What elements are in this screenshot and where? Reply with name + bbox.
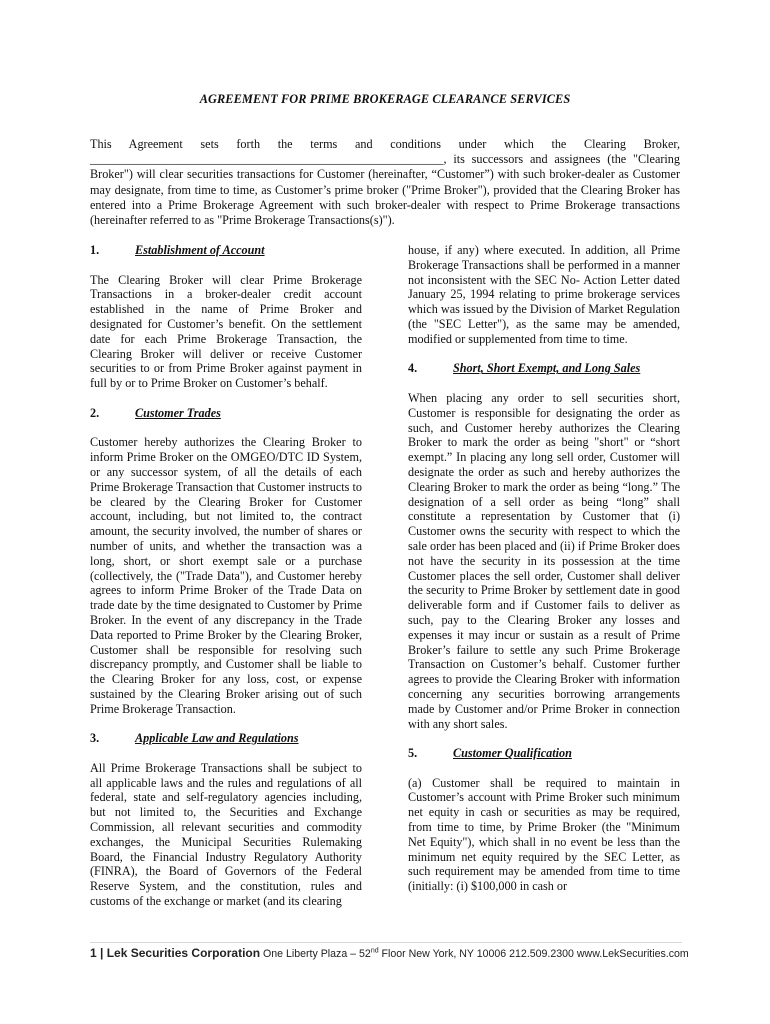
intro-rest: , its successors and assignees (the "Clearing Broker") will clear securities transactions for Customer (hereinafter, “Customer”) with such broker-dealer as Customer may designate, from time to time, as Customer’s prime broker ("Prime Broker"), provided that the Clearing Broker has entered into a Prime Brokerage Agreement with such broker-dealer with respect to Prime Brokerage transactions (hereinafter referred to as "Prime Brokerage Transactions(s)"). [90, 152, 680, 228]
footer-address-sup: nd [370, 947, 379, 955]
right-column [408, 243, 680, 894]
section-5-body: (a) Customer shall be required to maintain in Customer’s account with Prime Broker such minimum net equity in cash or securities as may be required, from time to time, by Prime Broker (the "Minimum Net Equity"), which shall in no event be less than the minimum net equity required by the SEC Letter, as such requirement may be amended from time to time (initially: (i) $100,000 in cash or [408, 775, 680, 894]
section-4-number: 4. [408, 361, 418, 376]
footer-divider [90, 942, 682, 943]
clearing-broker-blank: __________________________________________________________ [90, 152, 444, 167]
section-1-title: Establishment of Account [135, 243, 265, 257]
intro-prefix: This Agreement sets forth the terms and conditions under which the Clearing Broker, [90, 137, 680, 151]
section-3-number: 3. [90, 731, 100, 746]
footer-company: Lek Securities Corporation [106, 946, 261, 960]
section-4-title: Short, Short Exempt, and Long Sales [453, 361, 641, 376]
section-2-body: Customer hereby authorizes the Clearing Broker to inform Prime Broker on the OMGEO/DTC ID System, or any successor system, of all the details of each Prime Brokerage Transaction that Customer instructs to be cleared by the Clearing Broker for Customer account, including, but not limited to, the contract amount, the security involved, the number of shares or number of units, and whether the transaction was a long, short, or short exempt sale or a purchase (collectively, the ("Trade Data"), and Customer hereby agrees to inform Prime Broker of the Trade Data on trade date by the time designated to Customer by Prime Broker. In the event of any discrepancy in the Trade Data reported to Prime Broker by the Clearing Broker, Customer shall be responsible for resolving such discrepancy promptly, and Customer shall be liable to the Clearing Broker for any loss, cost, or expense sustained by the Clearing Broker arising out of such Prime Brokerage Transaction. [90, 435, 362, 716]
document-title: AGREEMENT FOR PRIME BROKERAGE CLEARANCE SERVICES [199, 92, 571, 106]
section-5-heading [408, 746, 680, 761]
section-3-title: Applicable Law and Regulations [135, 731, 299, 746]
section-1-body: The Clearing Broker will clear Prime Brokerage Transactions in a broker-dealer credit account established in the name of Prime Broker and designated for Customer’s benefit. On the settlement date for each Prime Brokerage Transaction, the Clearing Broker will deliver or receive Customer securities to or from Prime Broker against payment in full by or to Prime Broker on Customer’s behalf. [90, 272, 362, 391]
section-3-heading [90, 731, 362, 746]
footer-address-pre: One Liberty Plaza – 52 [260, 948, 371, 960]
section-5-number: 5. [408, 746, 418, 761]
section-3-continued: house, if any) where executed. In addition, all Prime Brokerage Transactions shall be performed in a manner not inconsistent with the SEC No- Action Letter dated January 25, 1994 relating to prime brokerage services which was issued by the Division of Market Regulation (the "SEC Letter"), as the same may be amended, modified or supplemented from time to time. [408, 243, 680, 346]
section-4-heading [408, 361, 680, 376]
intro-paragraph [90, 137, 680, 228]
section-2-heading [90, 406, 362, 421]
section-2-number: 2. [90, 405, 100, 420]
section-3-body: All Prime Brokerage Transactions shall be subject to all applicable laws and the rules and regulations of all federal, state and self-regulatory agencies including, but not limited to, the Securities and Exchange Commission, all relevant securities and commodity exchanges, the Municipal Securities Rulemaking Board, the Financial Industry Regulatory Authority (FINRA), the Board of Governors of the Federal Reserve System, and the constitution, rules and customs of the exchange or market (and its clearing [90, 760, 362, 909]
section-1-number: 1. [90, 243, 100, 257]
page-number: 1 [90, 946, 97, 960]
section-5-title: Customer Qualification [453, 746, 572, 761]
page-footer [90, 946, 690, 960]
left-column [90, 243, 362, 909]
footer-address-post: Floor New York, NY 10006 212.509.2300 www.LekSecurities.com [378, 948, 689, 960]
section-1-heading [90, 243, 362, 258]
footer-separator: | [96, 946, 107, 960]
section-4-body: When placing any order to sell securities short, Customer is responsible for designating the order as such, and Customer hereby authorizes the Clearing Broker to mark the order as being "short" or “short exempt.” In placing any long sell order, Customer will designate the order as such and hereby authorizes the Clearing Broker to mark the order as being “long.” The designation of a sell order as being “long” shall constitute a representation by Customer that (i) Customer owns the security with respect to which the sale order has been placed and (ii) if Prime Broker does not have the security in its possession at the time Customer places the sell order, Customer shall deliver the security to Prime Broker by settlement date in good deliverable form and if Customer fails to deliver as such, pay to the Clearing Broker any losses and expenses it may incur or sustain as a result of Prime Broker’s failure to settle any such Prime Brokerage Transaction on Customer’s behalf. Customer further agrees to provide the Clearing Broker with information concerning any securities borrowing arrangements made by Customer and/or Prime Broker in connection with any short sales. [408, 390, 680, 731]
section-2-title: Customer Trades [135, 405, 221, 420]
